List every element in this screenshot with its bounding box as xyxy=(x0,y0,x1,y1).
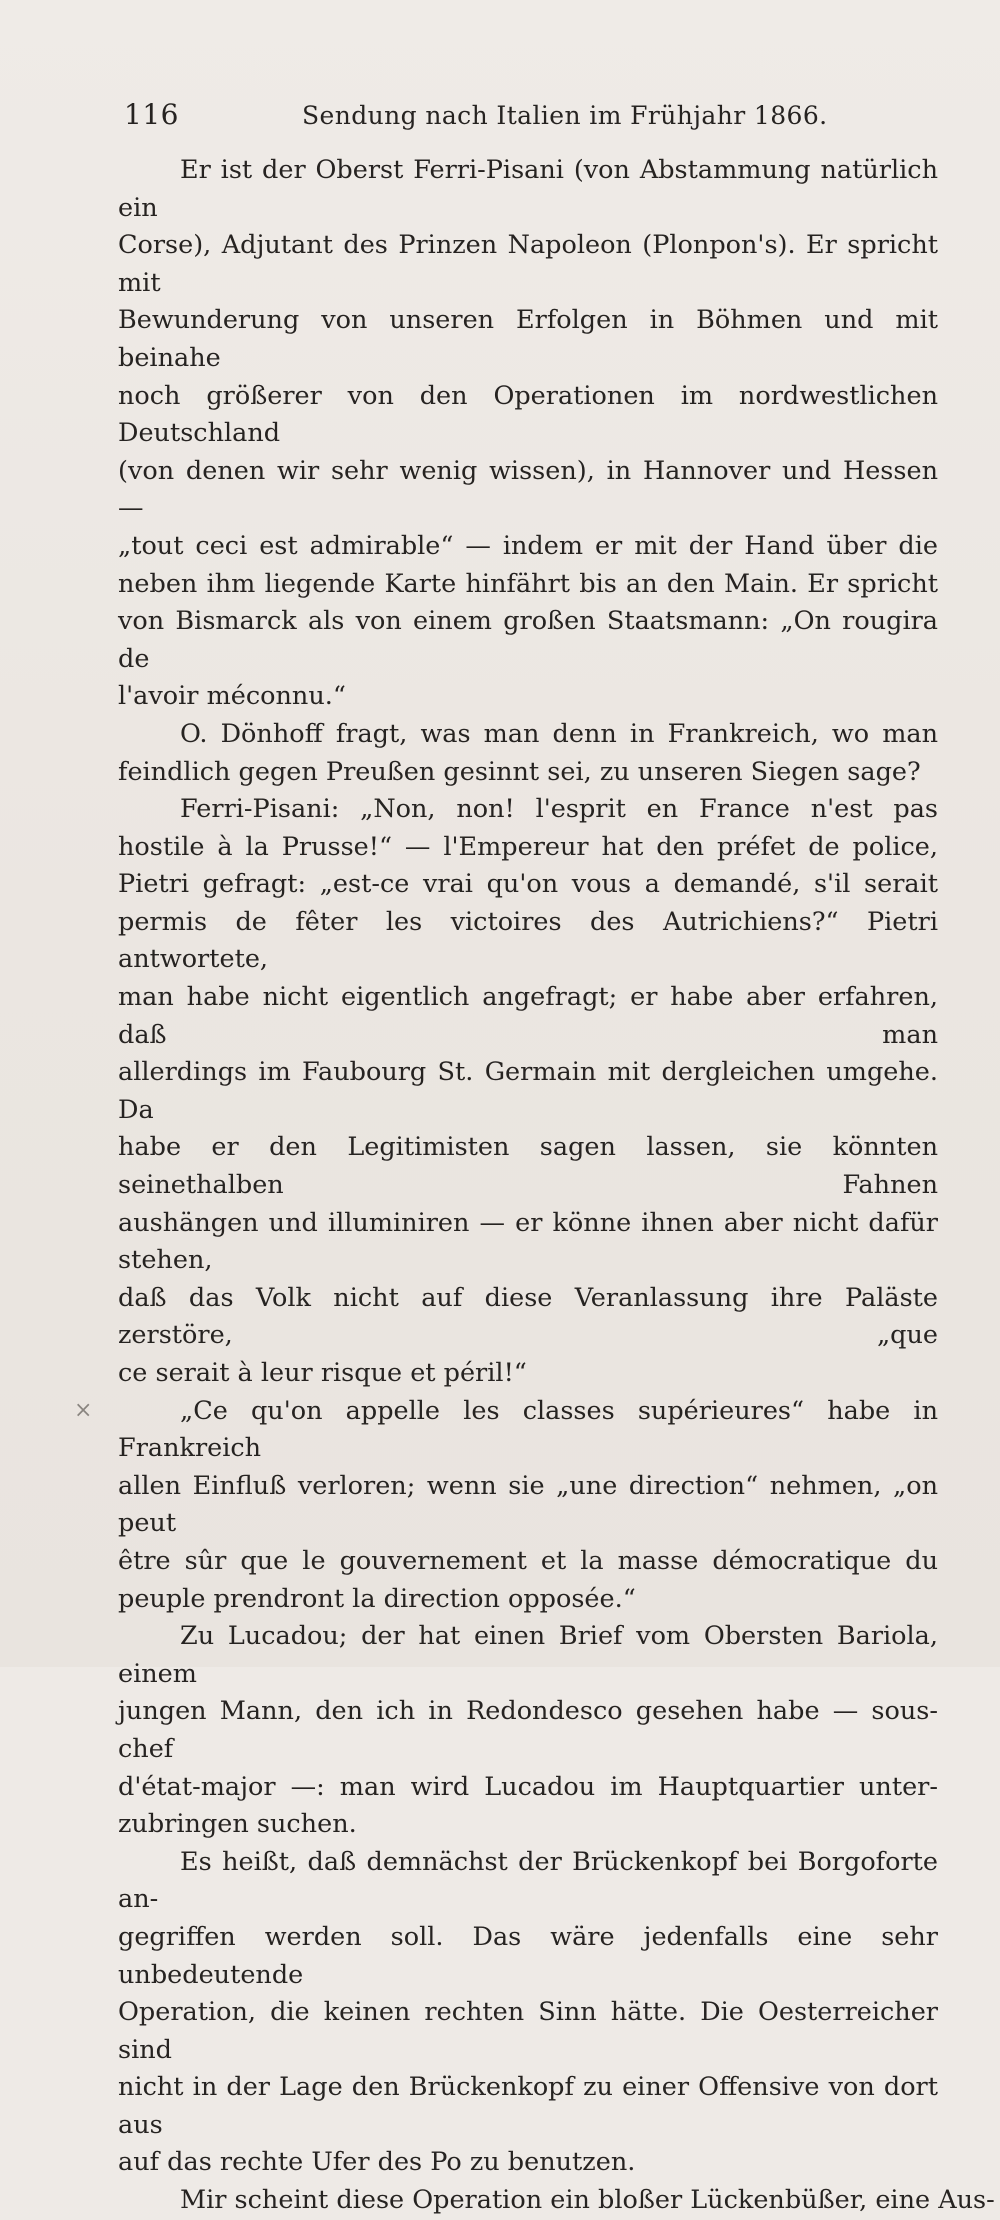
text-line: man habe nicht eigentlich angefragt; er habe aber erfahren, daß man xyxy=(118,982,938,1050)
text-line: d'état-major —: man wird Lucadou im Hauptquartier unter- xyxy=(118,1771,938,1802)
text-line: Ferri-Pisani: „Non, non! l'esprit en France n'est pas xyxy=(180,794,938,825)
paragraph xyxy=(118,1393,938,1619)
paragraph xyxy=(118,716,938,791)
text-line: von Bismarck als von einem großen Staatsmann: „On rougira de xyxy=(118,606,938,674)
body-text xyxy=(118,152,995,2220)
text-line: O. Dönhoff fragt, was man denn in Frankreich, wo man xyxy=(180,718,938,749)
text-line: neben ihm liegende Karte hinfährt bis an den Main. Er spricht xyxy=(118,568,938,599)
text-line: noch größerer von den Operationen im nordwestlichen Deutschland xyxy=(118,380,938,449)
paragraph xyxy=(118,1618,938,1844)
running-head: Sendung nach Italien im Frühjahr 1866. xyxy=(302,101,828,130)
text-line: zubringen suchen. xyxy=(118,1809,357,1840)
text-line: peuple prendront la direction opposée.“ xyxy=(118,1583,636,1614)
text-line: jungen Mann, den ich in Redondesco gesehen habe — sous-chef xyxy=(118,1696,938,1764)
text-line: Zu Lucadou; der hat einen Brief vom Obersten Bariola, einem xyxy=(118,1621,938,1689)
text-line: l'avoir méconnu.“ xyxy=(118,681,346,712)
text-line: Operation, die keinen rechten Sinn hätte. Die Oesterreicher sind xyxy=(118,1997,938,2065)
margin-mark: × xyxy=(74,1398,93,1423)
text-line: Es heißt, daß demnächst der Brückenkopf bei Borgoforte an- xyxy=(118,1846,938,1915)
text-line: hostile à la Prusse!“ — l'Empereur hat den préfet de police, xyxy=(118,831,938,862)
paragraph xyxy=(118,791,938,1393)
text-line: „Ce qu'on appelle les classes supérieures“ habe in Frankreich xyxy=(118,1395,938,1464)
text-line: permis de fêter les victoires des Autrichiens?“ Pietri antwortete, xyxy=(118,906,938,975)
paragraph xyxy=(118,2182,995,2220)
paragraph xyxy=(118,1844,938,2182)
text-line: gegriffen werden soll. Das wäre jedenfalls eine sehr unbedeutende xyxy=(118,1921,938,1990)
page-header xyxy=(124,98,940,138)
text-line: auf das rechte Ufer des Po zu benutzen. xyxy=(118,2147,636,2178)
text-line: Corse), Adjutant des Prinzen Napoleon (Plonpon's). Er spricht mit xyxy=(118,230,938,298)
text-line: nicht in der Lage den Brückenkopf zu einer Offensive von dort aus xyxy=(118,2072,938,2140)
text-line: aushängen und illuminiren — er könne ihnen aber nicht dafür stehen, xyxy=(118,1207,938,1276)
text-line: allerdings im Faubourg St. Germain mit dergleichen umgehe. Da xyxy=(118,1057,938,1125)
text-line: Bewunderung von unseren Erfolgen in Böhmen und mit beinahe xyxy=(118,305,938,373)
text-line: Mir scheint diese Operation ein bloßer Lückenbüßer, eine Aus- xyxy=(180,2185,995,2216)
text-line: daß das Volk nicht auf diese Veranlassung ihre Paläste zerstöre, „que xyxy=(118,1282,938,1351)
text-line: être sûr que le gouvernement et la masse démocratique du xyxy=(118,1545,938,1576)
text-line: Er ist der Oberst Ferri-Pisani (von Abstammung natürlich ein xyxy=(118,155,938,223)
text-line: feindlich gegen Preußen gesinnt sei, zu unseren Siegen sage? xyxy=(118,756,921,787)
text-line: Pietri gefragt: „est-ce vrai qu'on vous a demandé, s'il serait xyxy=(118,869,938,900)
paragraph xyxy=(118,152,938,716)
text-line: (von denen wir sehr wenig wissen), in Hannover und Hessen — xyxy=(118,455,938,524)
text-line: „tout ceci est admirable“ — indem er mit der Hand über die xyxy=(118,530,938,561)
text-line: habe er den Legitimisten sagen lassen, sie könnten seinethalben Fahnen xyxy=(118,1132,938,1201)
text-line: allen Einfluß verloren; wenn sie „une direction“ nehmen, „on peut xyxy=(118,1470,938,1539)
text-line: ce serait à leur risque et péril!“ xyxy=(118,1358,527,1388)
page-number: 116 xyxy=(124,98,179,131)
